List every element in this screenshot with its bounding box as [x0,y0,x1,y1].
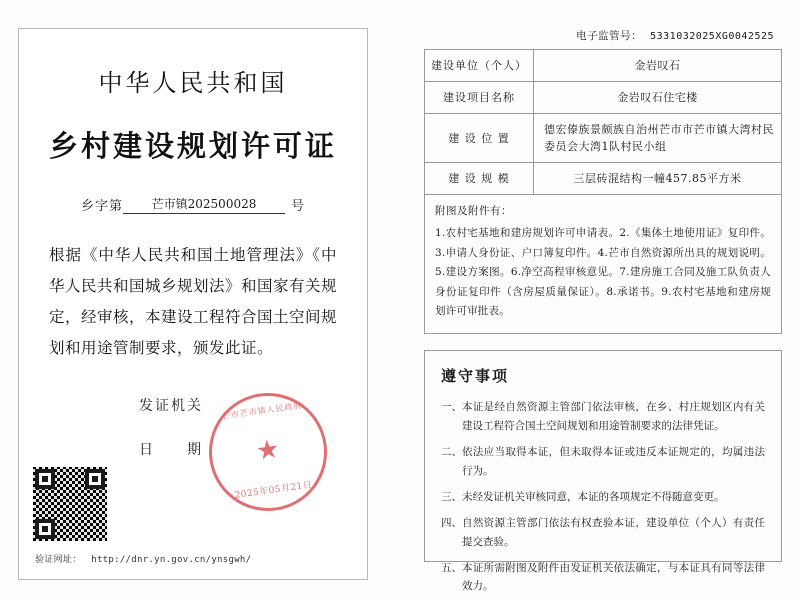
rule-text: 本证是经自然资源主管部门依法审核，在乡、村庄规划区内有关建设工程符合国土空间规划和用途管制要求的法律凭证。 [462,401,765,433]
rule-number: 一、 [441,401,462,414]
attachments-title: 附图及附件有： [435,205,512,218]
list-item [441,559,765,597]
rules-title: 遵守事项 [441,367,510,386]
certificate-number-label: 乡字第 [80,199,123,214]
registration-number-row [424,28,782,43]
list-item [441,488,765,507]
certificate-number-suffix: 号 [291,199,306,214]
qr-finder-icon [35,469,55,489]
seal-date-text: 2025年05月21日 [233,480,313,502]
rule-text: 依法应当取得本证，但未取得本证或违反本证规定的，均属违法行为。 [462,446,765,478]
seal-top-text: 芒市芒市镇人民政府 [221,400,303,421]
registration-number-value: 5331032025XG0042525 [650,31,774,42]
verification-url[interactable]: http://dnr.yn.gov.cn/ynsgwh/ [91,555,252,565]
certificate-left-inner [19,29,367,579]
table-row [425,163,782,195]
row-label-location: 建 设 位 置 [425,114,534,163]
qr-code[interactable] [33,467,107,541]
row-value-build-unit: 金岩叹石 [534,50,782,82]
date-label: 日 期 [139,442,203,458]
certificate-right-panel [424,28,782,593]
seal-star-icon: ★ [254,433,282,467]
registration-number-label: 电子监管号： [576,30,643,42]
project-info-table [424,49,782,195]
verification-row [35,552,251,565]
certificate-number-row [49,195,337,214]
row-value-location: 德宏傣族景颇族自治州芒市市芒市镇大湾村民委员会大湾1队村民小组 [534,114,782,163]
row-value-scale: 三层砖混结构一幢457.85平方米 [534,163,782,195]
attachments-box [424,195,782,334]
table-row [425,50,782,82]
qr-finder-icon [85,469,105,489]
rule-text: 自然资源主管部门依法有权查验本证，建设单位（个人）有责任提交查验。 [462,516,765,548]
rule-number: 三、 [441,490,462,503]
rule-number: 二、 [441,446,462,459]
row-label-project-name: 建设项目名称 [425,82,534,114]
certificate-number-value: 芒市镇202500028 [123,195,285,214]
official-red-seal [201,385,334,518]
nation-heading: 中华人民共和国 [98,69,288,97]
rule-number: 五、 [441,561,462,574]
row-label-scale: 建 设 规 模 [425,163,534,195]
signature-block [139,395,203,483]
certificate-title: 乡村建设规划许可证 [49,129,338,163]
table-row [425,82,782,114]
qr-finder-icon [35,519,55,539]
certificate-left-panel [18,28,368,580]
list-item [441,398,765,436]
issuer-label: 发证机关 [139,398,203,414]
rule-text: 未经发证机关审核同意，本证的各项规定不得随意变更。 [462,490,725,503]
rule-number: 四、 [441,516,462,529]
certificate-body-text: 根据《中华人民共和国土地管理法》《中华人民共和国城乡规划法》和国家有关规定，经审核，本建设工程符合国土空间规划和用途管制要求，颁发此证。 [49,246,338,357]
row-value-project-name: 金岩叹石住宅楼 [534,82,782,114]
rule-text: 本证所需附图及附件由发证机关依法确定，与本证具有同等法律效力。 [462,561,765,593]
rules-box [424,350,782,593]
list-item [441,443,765,481]
row-label-build-unit: 建设单位（个人） [425,50,534,82]
list-item [441,514,765,552]
table-row [425,114,782,163]
verification-label: 验证网址： [35,555,82,565]
attachments-text: 1.农村宅基地和建房规划许可申请表。2.《集体土地使用证》复印件。3.申请人身份证、户口簿复印件。4.芒市自然资源所出具的规划说明。5.建设方案图。6.净空高程审核意见。7.建房施工合同及施工队负责人身份证复印件（含房屋质量保证）。8.承诺书。9.农村宅基地和建房规划许可审批表。 [435,227,771,317]
